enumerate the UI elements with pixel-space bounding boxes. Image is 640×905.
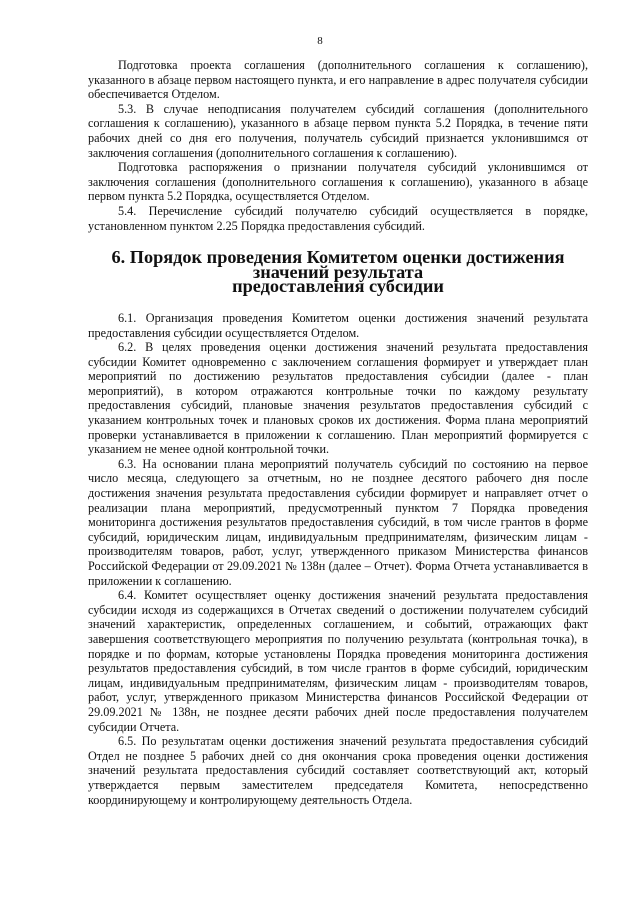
section-6-heading-line-2: предоставления субсидии xyxy=(232,276,444,297)
page-number: 8 xyxy=(317,35,323,47)
paragraph-5-3-continuation: Подготовка распоряжения о признании получателя субсидий уклонившимся от заключения соглашения (дополнительного соглашения к соглашению), указанного в абзаце первом пункта 5.2 Порядка, осуществляется Отделом. xyxy=(88,160,588,204)
section-6-heading-line-1: 6. Порядок проведения Комитетом оценки достижения значений результата xyxy=(111,247,565,282)
paragraph-5-2-continuation: Подготовка проекта соглашения (дополнительного соглашения к соглашению), указанного в абзаце первом настоящего пункта, и его направление в адрес получателя субсидии обеспечивается Отделом. xyxy=(88,58,588,102)
document-body xyxy=(88,58,588,807)
section-6-heading xyxy=(88,233,588,311)
paragraph-6-5: 6.5. По результатам оценки достижения значений результата предоставления субсидий Отдел не позднее 5 рабочих дней со дня окончания срока проведения оценки достижения значений результата предоставления субсидий составляет соответствующий акт, который утверждается первым заместителем председателя Комитета, непосредственно координирующему и контролирующему деятельность Отдела. xyxy=(88,734,588,807)
paragraph-6-3: 6.3. На основании плана мероприятий получатель субсидий по состоянию на первое число месяца, следующего за отчетным, но не позднее десятого рабочего дня после достижения значения результата предоставления субсидии формирует и направляет отчет о реализации плана мероприятий, предусмотренный пунктом 7 Порядка проведения мониторинга достижения результатов предоставления субсидий, в том числе грантов в форме субсидий, юридическим лицам, индивидуальным предпринимателям, физическим лицам - производителям товаров, работ, услуг, утвержденного приказом Министерства финансов Российской Федерации от 29.09.2021 № 138н (далее – Отчет). Форма Отчета устанавливается в приложении к соглашению. xyxy=(88,456,588,588)
paragraph-5-3: 5.3. В случае неподписания получателем субсидий соглашения (дополнительного соглашения к соглашению), указанного в абзаце первом пункта 5.2 Порядка, в течение пяти рабочих дней со дня его получения, получатель субсидий признается уклонившимся от заключения соглашения (дополнительного соглашения к соглашению). xyxy=(88,101,588,160)
paragraph-5-4: 5.4. Перечисление субсидий получателю субсидий осуществляется в порядке, установленном пунктом 2.25 Порядка предоставления субсидий. xyxy=(88,203,588,233)
paragraph-6-2: 6.2. В целях проведения оценки достижения значений результата предоставления субсидии Комитет одновременно с заключением соглашения формирует и утверждает план мероприятий по достижению результатов предоставления субсидии (далее - план мероприятий), в котором отражаются контрольные точки по каждому результату предоставления субсидий, плановые значения результатов предоставления субсидий с указанием контрольных точек и плановых сроков их достижения. Форма плана мероприятий проверки устанавливается в приложении к соглашению. План мероприятий формируется с указанием не менее одной контрольной точки. xyxy=(88,340,588,457)
paragraph-6-1: 6.1. Организация проведения Комитетом оценки достижения значений результата предоставления субсидии осуществляется Отделом. xyxy=(88,310,588,340)
paragraph-6-4: 6.4. Комитет осуществляет оценку достижения значений результата предоставления субсидии исходя из содержащихся в Отчетах сведений о достижении получателем субсидий значений характеристик, определенных соглашением, и событий, отражающих факт завершения соответствующего мероприятия по получению результата (контрольная точка), в порядке и по формам, которые установлены Порядка проведения мониторинга достижения результатов предоставления субсидий, в том числе грантов в форме субсидий, юридическим лицам, индивидуальным предпринимателям, физическим лицам - производителям товаров, работ, услуг, утвержденного приказом Министерства финансов Российской Федерации от 29.09.2021 № 138н, не позднее десяти рабочих дней после предоставления получателем субсидии Отчета. xyxy=(88,588,588,734)
